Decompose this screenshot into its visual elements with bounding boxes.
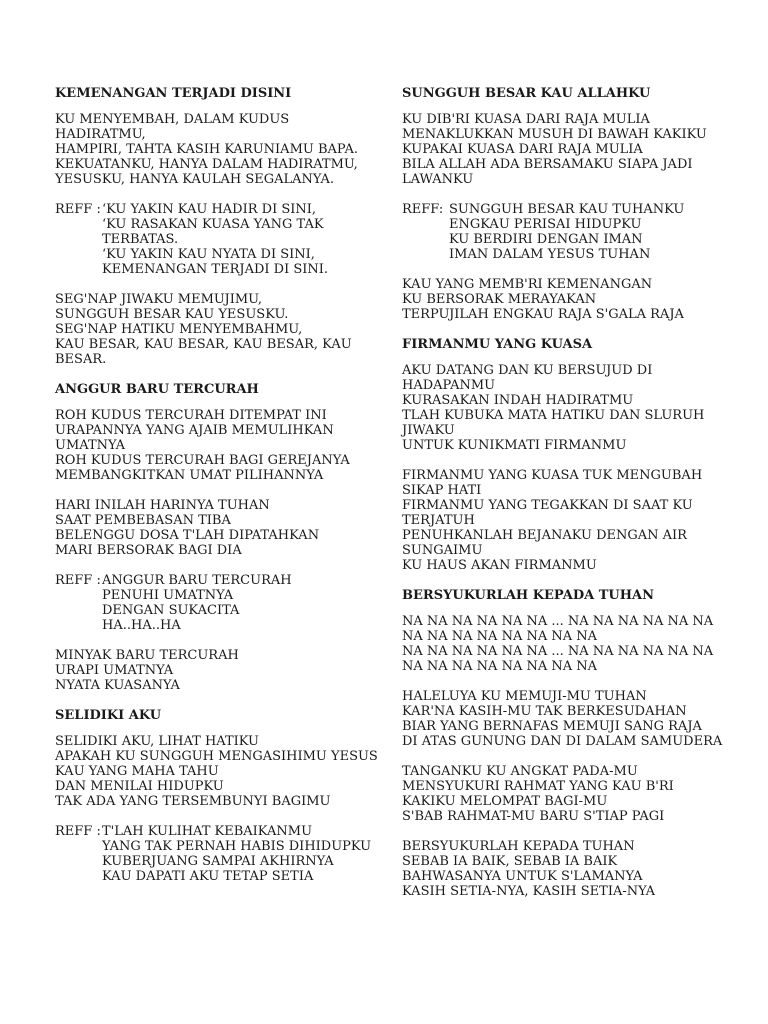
refrain-block — [55, 824, 380, 884]
lyric-line: SUNGGUH BESAR KAU TUHANKU — [449, 202, 685, 217]
lyric-line: LAWANKU — [402, 172, 474, 187]
lyric-line: SIKAP HATI — [402, 483, 482, 498]
verse-block — [55, 648, 380, 693]
lyric-line: TANGANKU KU ANGKAT PADA-MU — [402, 764, 638, 779]
song-bersyukurlah-kepada-tuhan — [402, 588, 723, 899]
song-title: SELIDIKI AKU — [55, 708, 162, 723]
song-anggur-baru-tercurah — [55, 382, 380, 693]
lyric-line: ‘KU RASAKAN KUASA YANG TAK — [102, 217, 324, 232]
lyric-line: KU BERSORAK MERAYAKAN — [402, 292, 597, 307]
lyric-line: BELENGGU DOSA T'LAH DIPATAHKAN — [55, 528, 320, 543]
refrain-block — [402, 202, 717, 262]
lyric-line: ENGKAU PERISAI HIDUPKU — [449, 217, 642, 232]
lyric-line: SUNGGUH BESAR KAU YESUSKU. — [55, 307, 289, 322]
lyric-line: PENUHI UMATNYA — [102, 588, 234, 603]
lyric-line: T'LAH KULIHAT KEBAIKANMU — [102, 824, 313, 839]
verse-block — [55, 498, 380, 558]
refrain-block — [55, 202, 380, 277]
lyric-line: MENAKLUKKAN MUSUH DI BAWAH KAKIKU — [402, 127, 707, 142]
lyric-line: BERSYUKURLAH KEPADA TUHAN — [402, 839, 635, 854]
refrain-label: REFF : — [55, 824, 101, 839]
lyric-line: FIRMANMU YANG KUASA TUK MENGUBAH — [402, 468, 703, 483]
lyric-line: KASIH SETIA-NYA, KASIH SETIA-NYA — [402, 884, 656, 899]
verse-block — [402, 277, 717, 322]
lyric-line: SAAT PEMBEBASAN TIBA — [55, 513, 231, 528]
song-title: FIRMANMU YANG KUASA — [402, 337, 593, 352]
lyric-line: ROH KUDUS TERCURAH BAGI GEREJANYA — [55, 453, 350, 468]
lyric-line: DAN MENILAI HIDUPKU — [55, 779, 224, 794]
lyric-line: SEG'NAP JIWAKU MEMUJIMU, — [55, 292, 263, 307]
lyric-line: ‘KU YAKIN KAU NYATA DI SINI, — [102, 247, 315, 262]
verse-block — [402, 112, 717, 187]
lyric-line: BESAR. — [55, 352, 107, 367]
lyric-line: UMATNYA — [55, 438, 125, 453]
lyric-line: HADAPANMU — [402, 378, 496, 393]
lyric-line: SELIDIKI AKU, LIHAT HATIKU — [55, 734, 259, 749]
lyric-line: NA NA NA NA NA NA NA NA — [402, 629, 598, 644]
refrain-label: REFF: — [402, 202, 444, 217]
lyric-line: KU DIB'RI KUASA DARI RAJA MULIA — [402, 112, 650, 127]
lyric-line: NYATA KUASANYA — [55, 678, 180, 693]
song-title: SUNGGUH BESAR KAU ALLAHKU — [402, 86, 651, 101]
lyric-line: MEMBANGKITKAN UMAT PILIHANNYA — [55, 468, 324, 483]
lyric-line: HADIRATMU, — [55, 127, 146, 142]
lyric-line: FIRMANMU YANG TEGAKKAN DI SAAT KU — [402, 498, 693, 513]
lyric-line: SUNGAIMU — [402, 543, 483, 558]
song-kemenangan-terjadi-disini — [55, 86, 380, 367]
lyric-line: KUPAKAI KUASA DARI RAJA MULIA — [402, 142, 643, 157]
refrain-label: REFF : — [55, 202, 101, 217]
lyric-line: KU HAUS AKAN FIRMANMU — [402, 558, 597, 573]
refrain-label: REFF : — [55, 573, 101, 588]
verse-block — [402, 689, 723, 749]
verse-block — [402, 363, 717, 453]
verse-block — [402, 839, 717, 899]
verse-block — [402, 468, 717, 573]
verse-block — [402, 614, 717, 674]
lyric-line: TERPUJILAH ENGKAU RAJA S'GALA RAJA — [402, 307, 684, 322]
lyric-line: KAU YANG MEMB'RI KEMENANGAN — [402, 277, 653, 292]
lyric-line: ANGGUR BARU TERCURAH — [102, 573, 292, 588]
lyric-line: KEMENANGAN TERJADI DI SINI. — [102, 262, 329, 277]
lyric-line: UNTUK KUNIKMATI FIRMANMU — [402, 438, 627, 453]
lyric-line: MENSYUKURI RAHMAT YANG KAU B'RI — [402, 779, 674, 794]
lyric-line: KU BERDIRI DENGAN IMAN — [449, 232, 643, 247]
verse-block — [55, 112, 380, 187]
lyric-line: YANG TAK PERNAH HABIS DIHIDUPKU — [102, 839, 372, 854]
lyric-line: ‘KU YAKIN KAU HADIR DI SINI, — [102, 202, 317, 217]
song-title: KEMENANGAN TERJADI DISINI — [55, 86, 292, 101]
lyric-line: KURASAKAN INDAH HADIRATMU — [402, 393, 634, 408]
lyric-line: IMAN DALAM YESUS TUHAN — [449, 247, 651, 262]
lyric-line: BIAR YANG BERNAFAS MEMUJI SANG RAJA — [402, 719, 702, 734]
lyric-line: MARI BERSORAK BAGI DIA — [55, 543, 242, 558]
lyric-line: KAU YANG MAHA TAHU — [55, 764, 219, 779]
lyric-line: NA NA NA NA NA NA ... NA NA NA NA NA NA — [402, 644, 714, 659]
lyric-line: KAKIKU MELOMPAT BAGI-MU — [402, 794, 608, 809]
lyric-line: TERBATAS. — [102, 232, 179, 247]
lyric-line: NA NA NA NA NA NA ... NA NA NA NA NA NA — [402, 614, 714, 629]
lyric-line: HAMPIRI, TAHTA KASIH KARUNIAMU BAPA. — [55, 142, 358, 157]
lyric-line: URAPANNYA YANG AJAIB MEMULIHKAN — [55, 423, 334, 438]
lyric-line: PENUHKANLAH BEJANAKU DENGAN AIR — [402, 528, 687, 543]
lyric-line: S'BAB RAHMAT-MU BARU S'TIAP PAGI — [402, 809, 665, 824]
lyric-line: KU MENYEMBAH, DALAM KUDUS — [55, 112, 290, 127]
lyric-line: KAU DAPATI AKU TETAP SETIA — [102, 869, 314, 884]
song-title: BERSYUKURLAH KEPADA TUHAN — [402, 588, 654, 603]
right-column — [402, 86, 723, 914]
song-title: ANGGUR BARU TERCURAH — [55, 382, 259, 397]
lyric-line: KAU BESAR, KAU BESAR, KAU BESAR, KAU — [55, 337, 352, 352]
lyric-line: KUBERJUANG SAMPAI AKHIRNYA — [102, 854, 334, 869]
lyric-line: APAKAH KU SUNGGUH MENGASIHIMU YESUS — [55, 749, 378, 764]
lyric-line: HARI INILAH HARINYA TUHAN — [55, 498, 270, 513]
lyric-line: JIWAKU — [402, 423, 455, 438]
lyric-line: URAPI UMATNYA — [55, 663, 174, 678]
lyric-line: MINYAK BARU TERCURAH — [55, 648, 239, 663]
lyric-line: KAR'NA KASIH-MU TAK BERKESUDAHAN — [402, 704, 687, 719]
lyric-line: DI ATAS GUNUNG DAN DI DALAM SAMUDERA — [402, 734, 723, 749]
lyric-line: HA..HA..HA — [102, 618, 181, 633]
song-selidiki-aku — [55, 708, 380, 884]
verse-block — [55, 408, 380, 483]
song-sungguh-besar-kau-allahku — [402, 86, 717, 322]
lyric-line: BAHWASANYA UNTUK S'LAMANYA — [402, 869, 643, 884]
lyric-line: TERJATUH — [402, 513, 475, 528]
lyric-line: TAK ADA YANG TERSEMBUNYI BAGIMU — [55, 794, 331, 809]
lyric-line: SEBAB IA BAIK, SEBAB IA BAIK — [402, 854, 618, 869]
lyric-line: SEG'NAP HATIKU MENYEMBAHMU, — [55, 322, 303, 337]
lyric-line: KEKUATANKU, HANYA DALAM HADIRATMU, — [55, 157, 358, 172]
lyric-line: TLAH KUBUKA MATA HATIKU DAN SLURUH — [402, 408, 705, 423]
verse-block — [55, 292, 380, 367]
lyric-line: NA NA NA NA NA NA NA NA — [402, 659, 598, 674]
song-firmanmu-yang-kuasa — [402, 337, 717, 573]
lyric-line: BILA ALLAH ADA BERSAMAKU SIAPA JADI — [402, 157, 693, 172]
lyric-line: ROH KUDUS TERCURAH DITEMPAT INI — [55, 408, 327, 423]
verse-block — [402, 764, 717, 824]
refrain-block — [55, 573, 380, 633]
lyric-line: AKU DATANG DAN KU BERSUJUD DI — [402, 363, 653, 378]
lyric-line: YESUSKU, HANYA KAULAH SEGALANYA. — [55, 172, 334, 187]
left-column — [55, 86, 380, 899]
lyric-line: HALELUYA KU MEMUJI-MU TUHAN — [402, 689, 647, 704]
lyric-line: DENGAN SUKACITA — [102, 603, 240, 618]
verse-block — [55, 734, 380, 809]
